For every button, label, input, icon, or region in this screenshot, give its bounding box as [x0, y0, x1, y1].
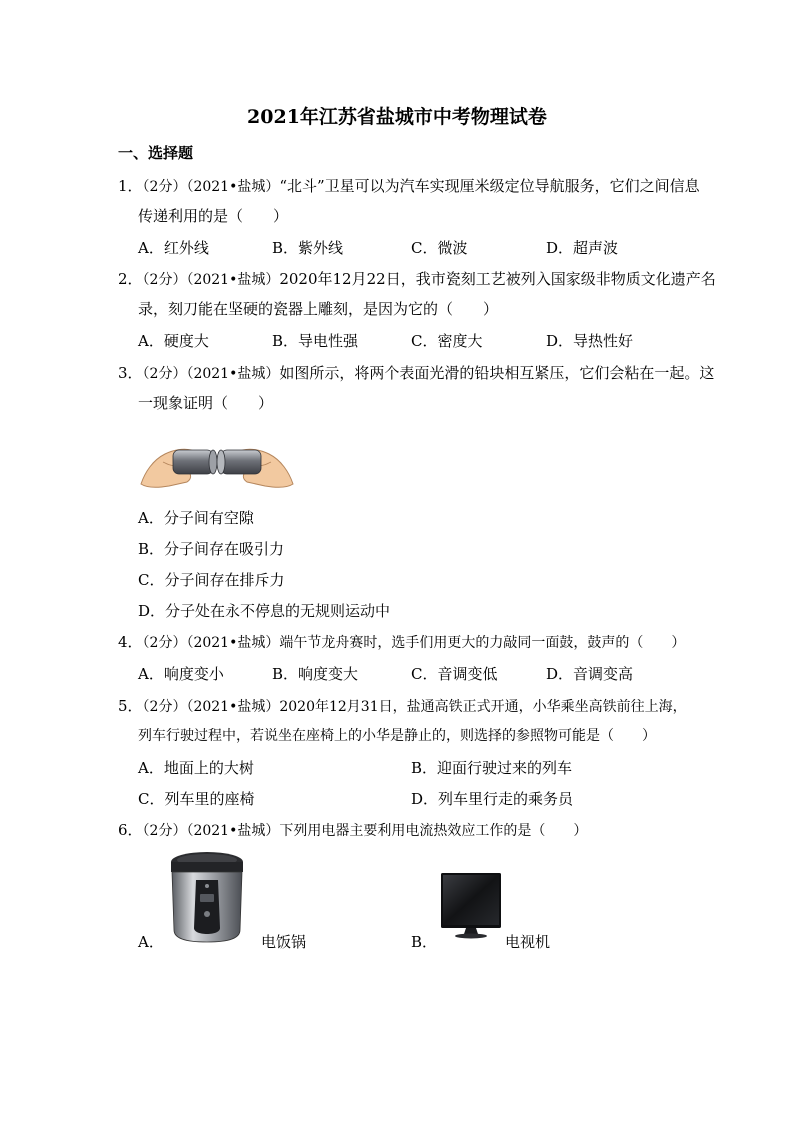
option-d[interactable]: D．音调变高 — [546, 665, 634, 683]
question-2 — [118, 269, 716, 290]
section-heading: 一、选择题 — [118, 144, 194, 162]
option-a[interactable]: A．硬度大 — [138, 332, 209, 350]
page-title: 2021年江苏省盐城市中考物理试卷 — [247, 106, 547, 128]
question-meta: （2分）（2021•盐城） — [142, 823, 280, 839]
option-c[interactable]: C．分子间存在排斥力 — [138, 571, 285, 589]
question-text: 2020年12月22日，我市瓷刻工艺被列入国家级非物质文化遗产名 — [279, 270, 716, 288]
option-a[interactable]: A．地面上的大树 — [138, 759, 254, 777]
question-5 — [118, 696, 687, 717]
option-b[interactable]: B．紫外线 — [272, 239, 344, 257]
question-3-continuation: 一现象证明（ ） — [138, 394, 274, 412]
question-meta: （2分）（2021•盐城） — [142, 179, 280, 195]
question-meta: （2分）（2021•盐城） — [142, 366, 280, 382]
option-b[interactable]: B．迎面行驶过来的列车 — [411, 759, 573, 777]
option-d[interactable]: D．分子处在永不停息的无规则运动中 — [138, 602, 391, 620]
option-d[interactable]: D．导热性好 — [546, 332, 634, 350]
question-text: 下列用电器主要利用电流热效应工作的是（ ） — [279, 823, 588, 839]
question-5-continuation: 列车行驶过程中，若说坐在座椅上的小华是静止的，则选择的参照物可能是（ ） — [138, 728, 656, 744]
option-d[interactable]: D．列车里行走的乘务员 — [411, 790, 574, 808]
question-1 — [118, 176, 700, 197]
question-1-continuation: 传递利用的是（ ） — [138, 207, 289, 225]
option-d[interactable]: D．超声波 — [546, 239, 619, 257]
option-a-caption: 电饭锅 — [261, 933, 307, 951]
question-text: 2020年12月31日，盐通高铁正式开通，小华乘坐高铁前往上海， — [279, 699, 687, 715]
option-a[interactable]: A． — [138, 933, 164, 951]
option-c[interactable]: C．音调变低 — [411, 665, 498, 683]
lead-blocks-hands-illustration — [139, 432, 295, 490]
option-a[interactable]: A．分子间有空隙 — [138, 509, 254, 527]
television-image — [440, 872, 502, 940]
option-b[interactable]: B．响度变大 — [272, 665, 359, 683]
option-c[interactable]: C．微波 — [411, 239, 468, 257]
question-2-continuation: 录，刻刀能在坚硬的瓷器上雕刻，是因为它的（ ） — [138, 300, 499, 318]
option-a[interactable]: A．响度变小 — [138, 665, 224, 683]
option-c[interactable]: C．列车里的座椅 — [138, 790, 255, 808]
question-3 — [118, 363, 714, 384]
option-b[interactable]: B．分子间存在吸引力 — [138, 540, 285, 558]
question-number: 2． — [118, 270, 143, 288]
question-text: 如图所示，将两个表面光滑的铅块相互紧压，它们会粘在一起。这 — [279, 364, 715, 382]
question-number: 1． — [118, 177, 143, 195]
option-b-caption: 电视机 — [505, 933, 551, 951]
question-4 — [118, 632, 685, 653]
question-meta: （2分）（2021•盐城） — [142, 272, 280, 288]
question-number: 5． — [118, 697, 143, 715]
option-b[interactable]: B． — [411, 933, 438, 951]
question-6 — [118, 820, 587, 841]
question-text: 端午节龙舟赛时，选手们用更大的力敲同一面鼓，鼓声的（ ） — [279, 635, 686, 651]
question-number: 6． — [118, 821, 143, 839]
question-number: 3． — [118, 364, 143, 382]
question-number: 4． — [118, 633, 143, 651]
question-text: “北斗”卫星可以为汽车实现厘米级定位导航服务，它们之间信息 — [279, 177, 700, 195]
option-a[interactable]: A．红外线 — [138, 239, 209, 257]
question-meta: （2分）（2021•盐城） — [142, 699, 280, 715]
option-b[interactable]: B．导电性强 — [272, 332, 359, 350]
rice-cooker-image — [166, 850, 248, 944]
question-meta: （2分）（2021•盐城） — [142, 635, 280, 651]
option-c[interactable]: C．密度大 — [411, 332, 483, 350]
